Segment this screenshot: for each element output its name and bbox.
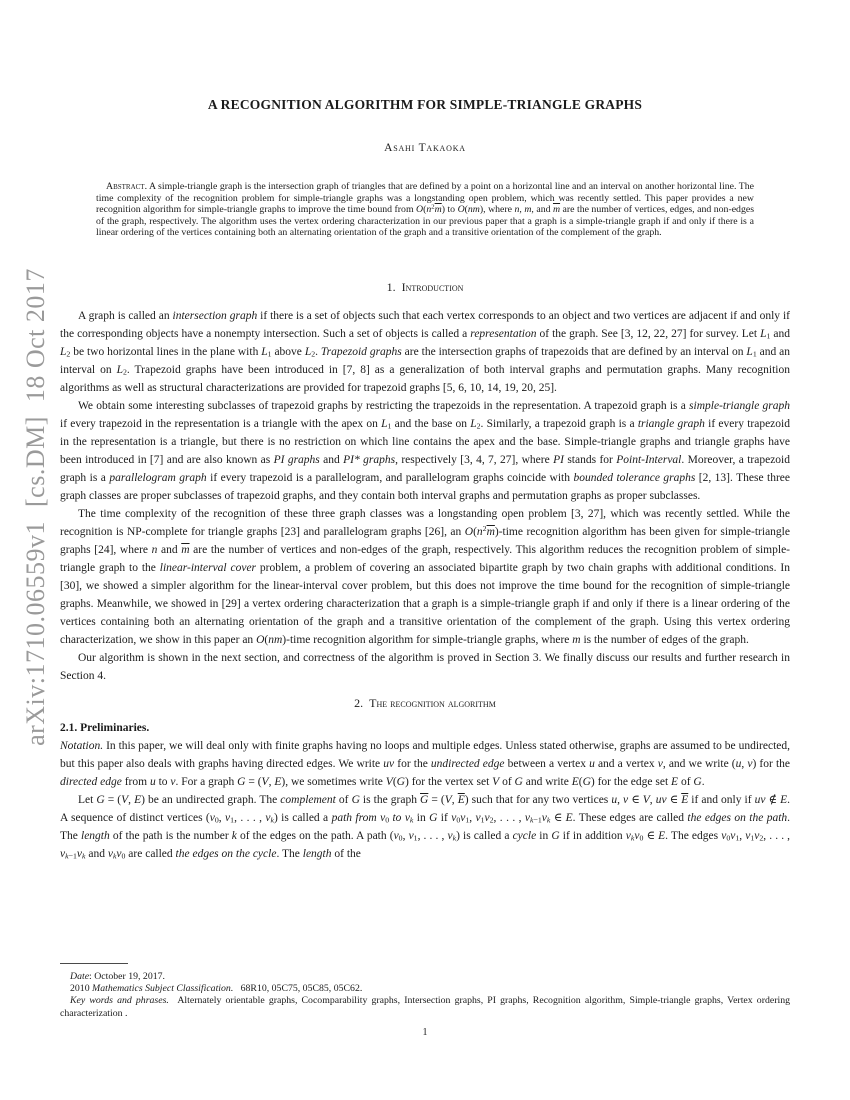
arxiv-watermark: arXiv:1710.06559v1 [cs.DM] 18 Oct 2017 [21,268,50,746]
footnote-keywords: Key words and phrases. Alternately orientable graphs, Cocomparability graphs, Intersection graphs, PI graphs, Recognition algorithm, Simple-triangle graphs, Vertex ordering characterization . [60,995,790,1019]
paper-title: A RECOGNITION ALGORITHM FOR SIMPLE-TRIANGLE GRAPHS [207,97,643,112]
preliminaries-paragraph: Let G = (V, E) be an undirected graph. The complement of G is the graph $\overline{G} = (V$, $\overline{E}$) such that for any two vertices u, v ∈ V, uv ∈ $\overline{E}$ if and only if uv ∉ E. A sequence of distinct vertices ($v_0$, $v_1$, . . . , $v_k$) is called a path from $v_0$ to $v_k$ in G if $v_0v_1$, $v_1v_2$, . . . , $v_{k-1}v_k$ ∈ E. These edges are called the edges on the path. The length of the path is the number k of the edges on the path. A path ($v_0$, $v_1$, . . . , $v_k$) is called a cycle in G if in addition $v_kv_0$ ∈ E. The edges $v_0v_1$, $v_1v_2$, . . . , $v_{k-1}v_k$ and $v_kv_0$ are called the edges on the cycle. The length of the [60,793,791,861]
abstract-block [96,181,754,239]
intro-paragraph-3: The time complexity of the recognition of these three graph classes was a longstanding open problem [3, 27], which was recently settled. While the recognition is NP-complete for triangle graphs [23] and parallelogram graphs [26], an $O(n^2\overline{m})$-time recognition algorithm has been given for simple-triangle graphs [24], where n and $\overline{m}$ are the number of vertices and non-edges of the graph, respectively. This algorithm reduces the recognition problem of simple-triangle graph to the linear-interval cover problem, a problem of covering an associated bipartite graph by two chain graphs with additional conditions. In [30], we showed a simpler algorithm for the linear-interval cover problem, but this does not improve the time bound for the recognition of simple-triangle graphs. Meanwhile, we showed in [29] a vertex ordering characterization that a graph is a simple-triangle graph if and only if there is a linear ordering of the vertices containing both an alternating orientation of the graph and a transitive orientation of the complement of the graph. Using this vertex ordering characterization, we show in this paper an O(nm)-time recognition algorithm for simple-triangle graphs, where m is the number of edges of the graph. [60,507,790,646]
paper-author: Asahi Takaoka [384,142,466,154]
notation-paragraph: Notation. In this paper, we will deal only with finite graphs having no loops and multiple edges. Unless stated otherwise, graphs are assumed to be undirected, but this paper also deals with graphs having directed edges. We write uv for the undirected edge between a vertex u and a vertex v, and we write (u, v) for the directed edge from u to v. For a graph G = (V, E), we sometimes write V(G) for the vertex set V of G and write E(G) for the edge set E of G. [60,739,790,788]
abstract-label: Abstract. [106,181,148,192]
abstract-text: A simple-triangle graph is the intersection graph of triangles that are defined by a point on a horizontal line and an interval on another horizontal line. The time complexity of the recognition problem for simple-triangle graphs was a longstanding open problem, which was recently settled. This paper provides a new recognition algorithm for simple-triangle graphs to improve the time bound from $O(n^2\overline{m})$ to O(nm), where n, m, and $\overline{m}$ are the number of vertices, edges, and non-edges of the graph, respectively. The algorithm uses the vertex ordering characterization in our previous paper that a graph is a simple-triangle graph if and only if there is a linear ordering of the vertices containing both an alternating orientation of the graph and a transitive orientation of the complement of the graph. [96,181,755,238]
subsection-2-1-heading: 2.1. Preliminaries. [60,721,150,734]
footnote-date: Date: October 19, 2017. [70,971,165,982]
page-number: 1 [422,1027,428,1038]
intro-paragraph-4: Our algorithm is shown in the next section, and correctness of the algorithm is proved in Section 3. We finally discuss our results and further research in Section 4. [60,651,790,682]
paper-content [60,0,790,863]
section-2-heading: 2. The recognition algorithm [354,695,496,710]
section-1-heading: 1. Introduction [386,279,464,294]
footnote-block [60,963,790,1020]
footnote-separator [60,963,128,964]
footnote-msc: 2010 Mathematics Subject Classification. 68R10, 05C75, 05C85, 05C62. [70,983,363,995]
intro-paragraph-2: We obtain some interesting subclasses of trapezoid graphs by restricting the trapezoids in the representation. A trapezoid graph is a simple-triangle graph if every trapezoid in the representation is a triangle with the apex on $L_1$ and the base on $L_2$. Similarly, a trapezoid graph is a triangle graph if every trapezoid in the representation is a triangle, but there is no restriction on which line contains the apex and the base. Simple-triangle graphs and triangle graphs have been introduced in [7] and are also known as PI graphs and PI* graphs, respectively [3, 4, 7, 27], where PI stands for Point-Interval. Moreover, a trapezoid graph is a parallelogram graph if every trapezoid is a parallelogram, and parallelogram graphs coincide with bounded tolerance graphs [2, 13]. These three graph classes are proper subclasses of trapezoid graphs, and they contain both interval graphs and permutation graphs as proper subclasses. [60,399,791,502]
intro-paragraph-1: A graph is called an intersection graph if there is a set of objects such that each vertex corresponds to an object and two vertices are adjacent if and only if the corresponding objects have a nonempty intersection. Such a set of objects is called a representation of the graph. See [3, 12, 22, 27] for survey. Let $L_1$ and $L_2$ be two horizontal lines in the plane with $L_1$ above $L_2$. Trapezoid graphs are the intersection graphs of trapezoids that are defined by an interval on $L_1$ and an interval on $L_2$. Trapezoid graphs have been introduced in [7, 8] as a generalization of both interval graphs and permutation graphs. Many recognition algorithms as well as structural characterizations are provided for trapezoid graphs [5, 6, 10, 14, 19, 20, 25]. [60,309,791,394]
